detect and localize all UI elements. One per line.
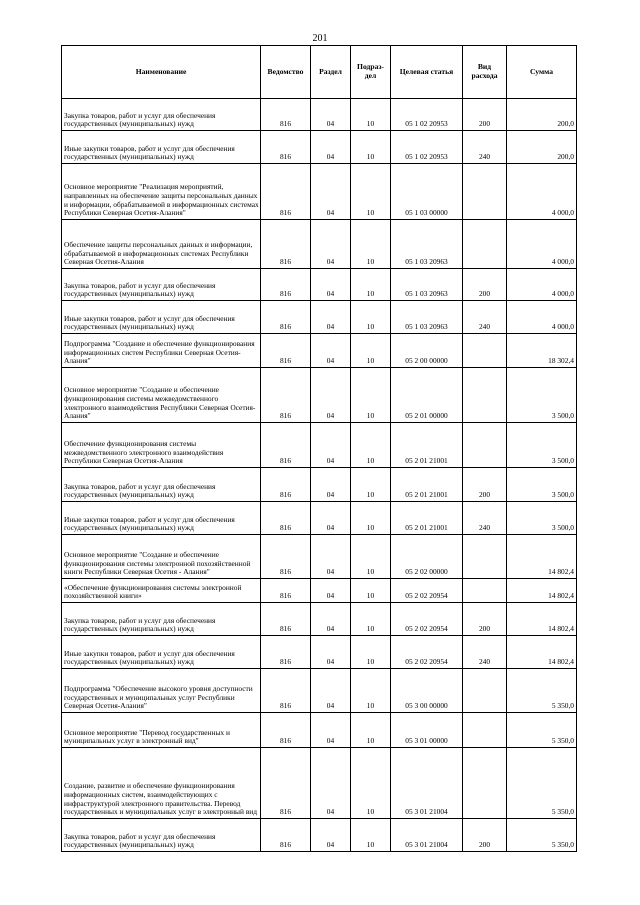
row-article-cell: 05 2 01 21001: [391, 502, 463, 535]
table-row: [62, 669, 577, 713]
row-subsection-cell: 10: [351, 579, 391, 603]
page-number: 201: [312, 33, 328, 44]
row-name-cell: Закупка товаров, работ и услуг для обеспечения государственных (муниципальных) нужд: [62, 819, 261, 852]
row-name-cell: Основное мероприятие "Реализация мероприятий, направленных на обеспечение защиты персональных данных и информации, обрабатываемой в информационных системах Республики Северная Осетия-Алания": [62, 164, 261, 220]
row-article-cell: 05 2 01 21001: [391, 423, 463, 468]
row-subsection-cell: 10: [351, 713, 391, 748]
table-row: [62, 301, 577, 334]
row-dept-cell: 816: [261, 819, 311, 852]
row-subsection-cell: 10: [351, 368, 391, 423]
budget-table: [61, 45, 577, 852]
row-subsection-cell: 10: [351, 164, 391, 220]
row-exp-type-cell: [463, 423, 507, 468]
row-sum-cell: 3 500,0: [507, 423, 577, 468]
header-section: Раздел: [311, 46, 351, 99]
row-exp-type-cell: [463, 535, 507, 579]
row-dept-cell: 816: [261, 636, 311, 669]
row-name-cell: Иные закупки товаров, работ и услуг для обеспечения государственных (муниципальных) нужд: [62, 502, 261, 535]
row-section-cell: 04: [311, 636, 351, 669]
row-name-cell: Обеспечение функционирования системы межведомственного электронного взаимодействия Республики Северная Осетия-Алания: [62, 423, 261, 468]
row-article-cell: 05 3 00 00000: [391, 669, 463, 713]
row-article-cell: 05 2 02 00000: [391, 535, 463, 579]
row-name-cell: Закупка товаров, работ и услуг для обеспечения государственных (муниципальных) нужд: [62, 603, 261, 636]
row-exp-type-cell: 240: [463, 636, 507, 669]
row-section-cell: 04: [311, 468, 351, 502]
row-subsection-cell: 10: [351, 301, 391, 334]
table-row: [62, 819, 577, 852]
row-article-cell: 05 1 03 20963: [391, 301, 463, 334]
table-row: [62, 423, 577, 468]
row-name-cell: Обеспечение защиты персональных данных и информации, обрабатываемой в информационных системах Республики Северная Осетия-Алания: [62, 220, 261, 269]
row-dept-cell: 816: [261, 423, 311, 468]
table-row: [62, 502, 577, 535]
row-subsection-cell: 10: [351, 748, 391, 819]
row-name-cell: «Обеспечение функционирования системы электронной похозяйственной книги»: [62, 579, 261, 603]
row-dept-cell: 816: [261, 334, 311, 368]
header-subsection: Подраз-дел: [351, 46, 391, 99]
row-name-cell: Подпрограмма "Создание и обеспечение функционирования информационных систем Республики Северная Осетия-Алания": [62, 334, 261, 368]
row-subsection-cell: 10: [351, 502, 391, 535]
header-dept: Ведомство: [261, 46, 311, 99]
row-sum-cell: 5 350,0: [507, 713, 577, 748]
row-exp-type-cell: [463, 579, 507, 603]
row-exp-type-cell: [463, 334, 507, 368]
row-section-cell: 04: [311, 368, 351, 423]
row-dept-cell: 816: [261, 502, 311, 535]
table-row: [62, 713, 577, 748]
row-subsection-cell: 10: [351, 269, 391, 301]
row-sum-cell: 5 350,0: [507, 819, 577, 852]
table-row: [62, 164, 577, 220]
row-subsection-cell: 10: [351, 636, 391, 669]
row-exp-type-cell: [463, 713, 507, 748]
row-sum-cell: 4 000,0: [507, 164, 577, 220]
row-name-cell: Основное мероприятие "Перевод государственных и муниципальных услуг в электронный вид": [62, 713, 261, 748]
row-section-cell: 04: [311, 579, 351, 603]
row-sum-cell: 200,0: [507, 131, 577, 164]
row-section-cell: 04: [311, 164, 351, 220]
header-sum: Сумма: [507, 46, 577, 99]
row-exp-type-cell: 240: [463, 502, 507, 535]
row-name-cell: Создание, развитие и обеспечение функционирования информационных систем, взаимодействующих с инфраструктурой электронного правительства. Перевод государственных и муниципальных услуг в электронный вид: [62, 748, 261, 819]
row-exp-type-cell: 200: [463, 99, 507, 131]
row-article-cell: 05 1 03 20963: [391, 220, 463, 269]
row-article-cell: 05 1 03 00000: [391, 164, 463, 220]
row-dept-cell: 816: [261, 713, 311, 748]
row-sum-cell: 18 302,4: [507, 334, 577, 368]
row-sum-cell: 5 350,0: [507, 669, 577, 713]
row-dept-cell: 816: [261, 269, 311, 301]
row-subsection-cell: 10: [351, 468, 391, 502]
row-name-cell: Закупка товаров, работ и услуг для обеспечения государственных (муниципальных) нужд: [62, 468, 261, 502]
row-sum-cell: 4 000,0: [507, 301, 577, 334]
row-sum-cell: 3 500,0: [507, 468, 577, 502]
header-article: Целевая статья: [391, 46, 463, 99]
row-sum-cell: 3 500,0: [507, 502, 577, 535]
row-sum-cell: 14 802,4: [507, 603, 577, 636]
row-article-cell: 05 1 02 20953: [391, 131, 463, 164]
table-row: [62, 220, 577, 269]
row-subsection-cell: 10: [351, 603, 391, 636]
row-exp-type-cell: [463, 748, 507, 819]
row-section-cell: 04: [311, 131, 351, 164]
row-subsection-cell: 10: [351, 535, 391, 579]
row-article-cell: 05 2 00 00000: [391, 334, 463, 368]
table-row: [62, 269, 577, 301]
row-dept-cell: 816: [261, 669, 311, 713]
row-sum-cell: 14 802,4: [507, 636, 577, 669]
row-subsection-cell: 10: [351, 819, 391, 852]
header-name: Наименование: [62, 46, 261, 99]
row-name-cell: Закупка товаров, работ и услуг для обеспечения государственных (муниципальных) нужд: [62, 99, 261, 131]
row-exp-type-cell: [463, 220, 507, 269]
row-article-cell: 05 1 02 20953: [391, 99, 463, 131]
row-dept-cell: 816: [261, 368, 311, 423]
row-section-cell: 04: [311, 220, 351, 269]
row-exp-type-cell: 240: [463, 131, 507, 164]
row-article-cell: 05 2 02 20954: [391, 603, 463, 636]
row-article-cell: 05 3 01 21004: [391, 748, 463, 819]
row-name-cell: Основное мероприятие "Создание и обеспечение функционирования системы межведомственного электронного взаимодействия Республики Северная Осетия-Алания": [62, 368, 261, 423]
row-article-cell: 05 2 02 20954: [391, 579, 463, 603]
row-exp-type-cell: 200: [463, 468, 507, 502]
row-dept-cell: 816: [261, 468, 311, 502]
table-body: [62, 99, 577, 852]
row-section-cell: 04: [311, 99, 351, 131]
header-exp-type: Вид расхода: [463, 46, 507, 99]
row-dept-cell: 816: [261, 579, 311, 603]
row-subsection-cell: 10: [351, 334, 391, 368]
row-exp-type-cell: [463, 669, 507, 713]
row-sum-cell: 3 500,0: [507, 368, 577, 423]
row-section-cell: 04: [311, 502, 351, 535]
row-subsection-cell: 10: [351, 131, 391, 164]
row-section-cell: 04: [311, 603, 351, 636]
row-name-cell: Иные закупки товаров, работ и услуг для обеспечения государственных (муниципальных) нужд: [62, 131, 261, 164]
row-article-cell: 05 2 01 00000: [391, 368, 463, 423]
row-section-cell: 04: [311, 819, 351, 852]
row-article-cell: 05 1 03 20963: [391, 269, 463, 301]
row-exp-type-cell: 240: [463, 301, 507, 334]
row-article-cell: 05 2 01 21001: [391, 468, 463, 502]
table-row: [62, 535, 577, 579]
table-header-row: [62, 46, 577, 99]
row-section-cell: 04: [311, 669, 351, 713]
row-dept-cell: 816: [261, 603, 311, 636]
row-subsection-cell: 10: [351, 99, 391, 131]
row-sum-cell: 200,0: [507, 99, 577, 131]
table-row: [62, 99, 577, 131]
row-sum-cell: 14 802,4: [507, 579, 577, 603]
row-exp-type-cell: [463, 164, 507, 220]
row-dept-cell: 816: [261, 164, 311, 220]
row-name-cell: Основное мероприятие "Создание и обеспечение функционирования системы электронной похозяйственной книги Республики Северная Осетия - Алания": [62, 535, 261, 579]
row-section-cell: 04: [311, 334, 351, 368]
row-exp-type-cell: 200: [463, 603, 507, 636]
row-section-cell: 04: [311, 269, 351, 301]
row-dept-cell: 816: [261, 748, 311, 819]
table-row: [62, 579, 577, 603]
row-sum-cell: 4 000,0: [507, 269, 577, 301]
row-exp-type-cell: [463, 368, 507, 423]
table-row: [62, 131, 577, 164]
table-row: [62, 636, 577, 669]
table-row: [62, 368, 577, 423]
row-sum-cell: 14 802,4: [507, 535, 577, 579]
row-name-cell: Закупка товаров, работ и услуг для обеспечения государственных (муниципальных) нужд: [62, 269, 261, 301]
row-dept-cell: 816: [261, 301, 311, 334]
row-section-cell: 04: [311, 301, 351, 334]
row-dept-cell: 816: [261, 535, 311, 579]
row-subsection-cell: 10: [351, 423, 391, 468]
table-row: [62, 748, 577, 819]
row-sum-cell: 5 350,0: [507, 748, 577, 819]
row-section-cell: 04: [311, 748, 351, 819]
row-exp-type-cell: 200: [463, 819, 507, 852]
row-subsection-cell: 10: [351, 669, 391, 713]
row-article-cell: 05 2 02 20954: [391, 636, 463, 669]
row-section-cell: 04: [311, 535, 351, 579]
row-article-cell: 05 3 01 21004: [391, 819, 463, 852]
row-name-cell: Подпрограмма "Обеспечение высокого уровня доступности государственных и муниципальных услуг Республики Северная Осетия-Алания": [62, 669, 261, 713]
row-dept-cell: 816: [261, 220, 311, 269]
table-row: [62, 603, 577, 636]
row-dept-cell: 816: [261, 131, 311, 164]
row-dept-cell: 816: [261, 99, 311, 131]
table-row: [62, 468, 577, 502]
row-section-cell: 04: [311, 713, 351, 748]
row-exp-type-cell: 200: [463, 269, 507, 301]
row-subsection-cell: 10: [351, 220, 391, 269]
table-row: [62, 334, 577, 368]
row-article-cell: 05 3 01 00000: [391, 713, 463, 748]
row-section-cell: 04: [311, 423, 351, 468]
row-sum-cell: 4 000,0: [507, 220, 577, 269]
row-name-cell: Иные закупки товаров, работ и услуг для обеспечения государственных (муниципальных) нужд: [62, 636, 261, 669]
row-name-cell: Иные закупки товаров, работ и услуг для обеспечения государственных (муниципальных) нужд: [62, 301, 261, 334]
